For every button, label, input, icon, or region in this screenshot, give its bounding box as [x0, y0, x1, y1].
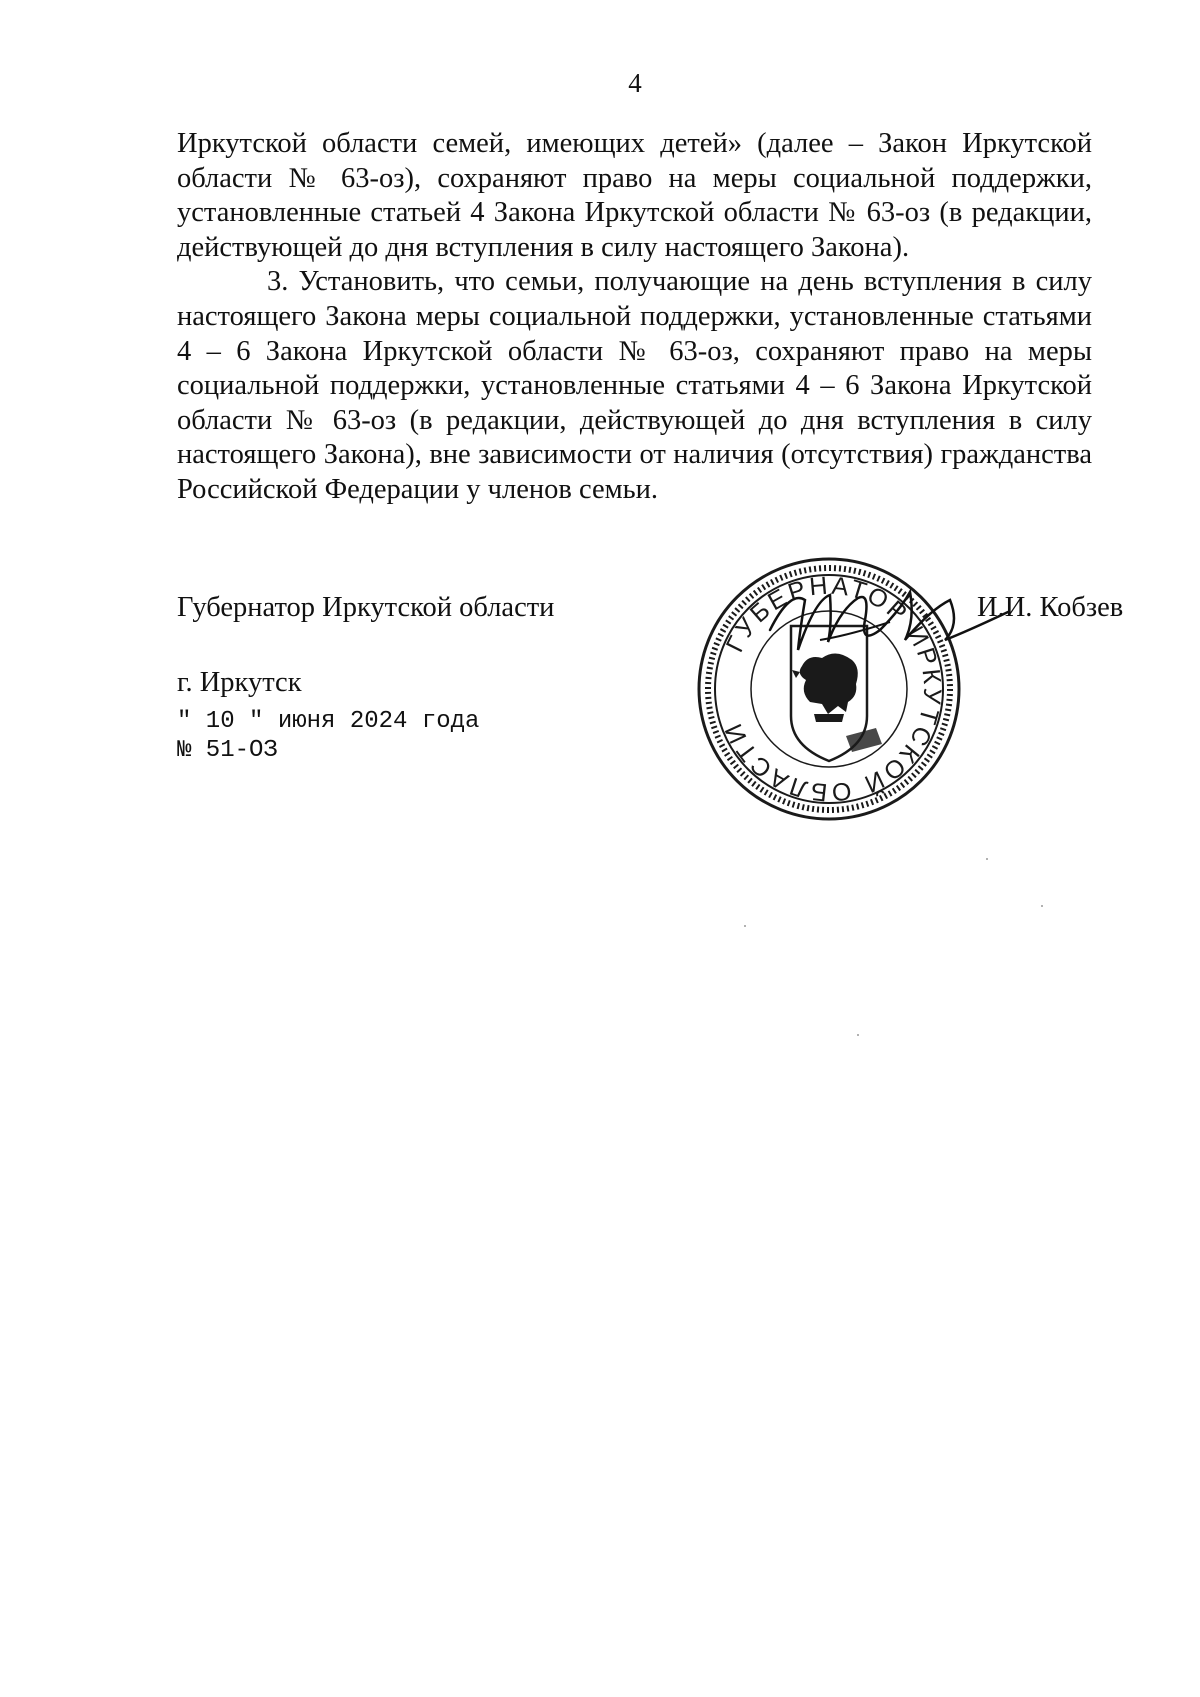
page-number: 4	[628, 68, 642, 98]
paragraph-item-3: 3. Установить, что семьи, получающие на день вступления в силу настоящего Закона меры социальной поддержки, установленные статьями 4 – 6 Закона Иркутской области № 63-оз, сохраняют право на меры социальной поддержки, установленные статьями 4 – 6 Закона Иркутской области № 63-оз (в редакции, действующей до дня вступления в силу настоящего Закона), вне зависимости от наличия (отсутствия) гражданства Российской Федерации у членов семьи.	[177, 266, 1092, 505]
handwritten-signature	[760, 570, 1010, 680]
signing-date: " 10 " июня 2024 года	[177, 708, 480, 735]
governor-name: И.И. Кобзев	[977, 592, 1124, 623]
seal-text: ГУБЕРНАТОР ИРКУТСКОЙ ОБЛАСТИ	[718, 571, 947, 807]
scan-speck	[857, 1034, 859, 1036]
scan-speck	[1041, 905, 1043, 907]
law-number: № 51-ОЗ	[177, 737, 278, 764]
scan-speck	[744, 925, 746, 927]
law-text	[177, 127, 1092, 508]
paragraph-continuation: Иркутской области семей, имеющих детей» (далее – Закон Иркутской области № 63-оз), сохраняют право на меры социальной поддержки, установленные статьей 4 Закона Иркутской области № 63-оз (в редакции, действующей до дня вступления в силу настоящего Закона).	[177, 128, 1092, 263]
scan-speck	[986, 858, 988, 860]
governor-title: Губернатор Иркутской области	[177, 592, 555, 623]
signing-city: г. Иркутск	[177, 667, 302, 698]
